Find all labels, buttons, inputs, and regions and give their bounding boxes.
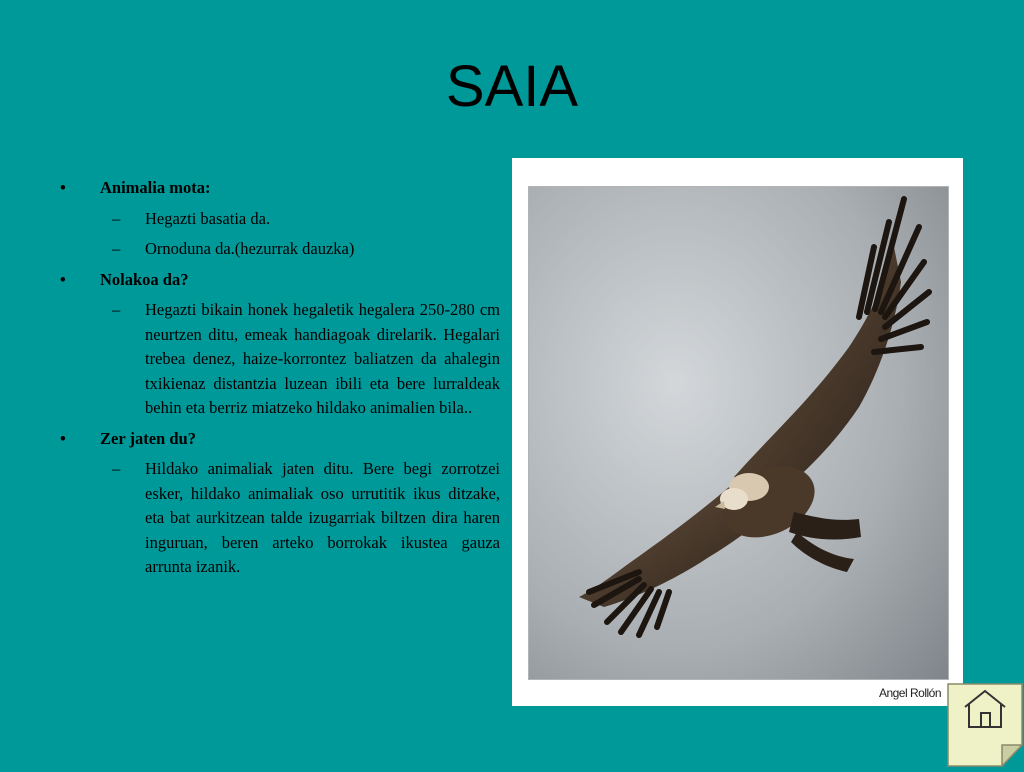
photo-frame <box>512 158 963 706</box>
vulture-illustration <box>529 187 948 679</box>
sub-item-text: Ornoduna da.(hezurrak dauzka) <box>145 239 355 258</box>
dash-marker: – <box>112 208 121 228</box>
slide-title: SAIA <box>445 54 579 119</box>
photo-credit: Angel Rollón <box>878 686 941 700</box>
section-heading-diet <box>60 427 500 452</box>
dash-marker: – <box>112 300 121 319</box>
dash-marker: – <box>112 459 121 478</box>
sub-item <box>60 298 500 421</box>
sub-item-text: Hildako animaliak jaten ditu. Bere begi zorrotzei esker, hildako animaliak oso urrutitik ikus ditzake, eta bat aurkitzean talde izugarriak biltzen dira haren inguruan, beren arteko borrokak ikustea gauza arrunta izanik. <box>145 459 500 576</box>
section-heading-text: Animalia mota: <box>100 178 211 197</box>
section-heading-text: Nolakoa da? <box>100 269 189 289</box>
bullet-list <box>60 176 500 586</box>
section-heading-animal-type <box>60 176 500 201</box>
sub-item-text: Hegazti basatia da. <box>145 208 271 228</box>
dash-marker: – <box>112 239 121 258</box>
bullet-marker: • <box>60 269 66 289</box>
home-button[interactable] <box>947 683 1023 767</box>
section-heading-description <box>60 268 500 293</box>
sub-item <box>60 207 500 232</box>
section-heading-text: Zer jaten du? <box>100 428 196 448</box>
sub-item <box>60 457 500 580</box>
vulture-photo <box>528 186 949 680</box>
bullet-marker: • <box>60 178 66 197</box>
home-icon <box>947 683 1023 767</box>
sub-item-text: Hegazti bikain honek hegaletik hegalera 250-280 cm neurtzen ditu, emeak handiagoak direlarik. Hegalari trebea denez, haize-korrontez baliatzen da ahalegin txikienaz distantzia luzean ibili eta bere lurraldeak behin eta berriz miatzeko hildako animalien bila.. <box>145 300 500 417</box>
sub-item <box>60 237 500 262</box>
bullet-marker: • <box>60 428 66 448</box>
